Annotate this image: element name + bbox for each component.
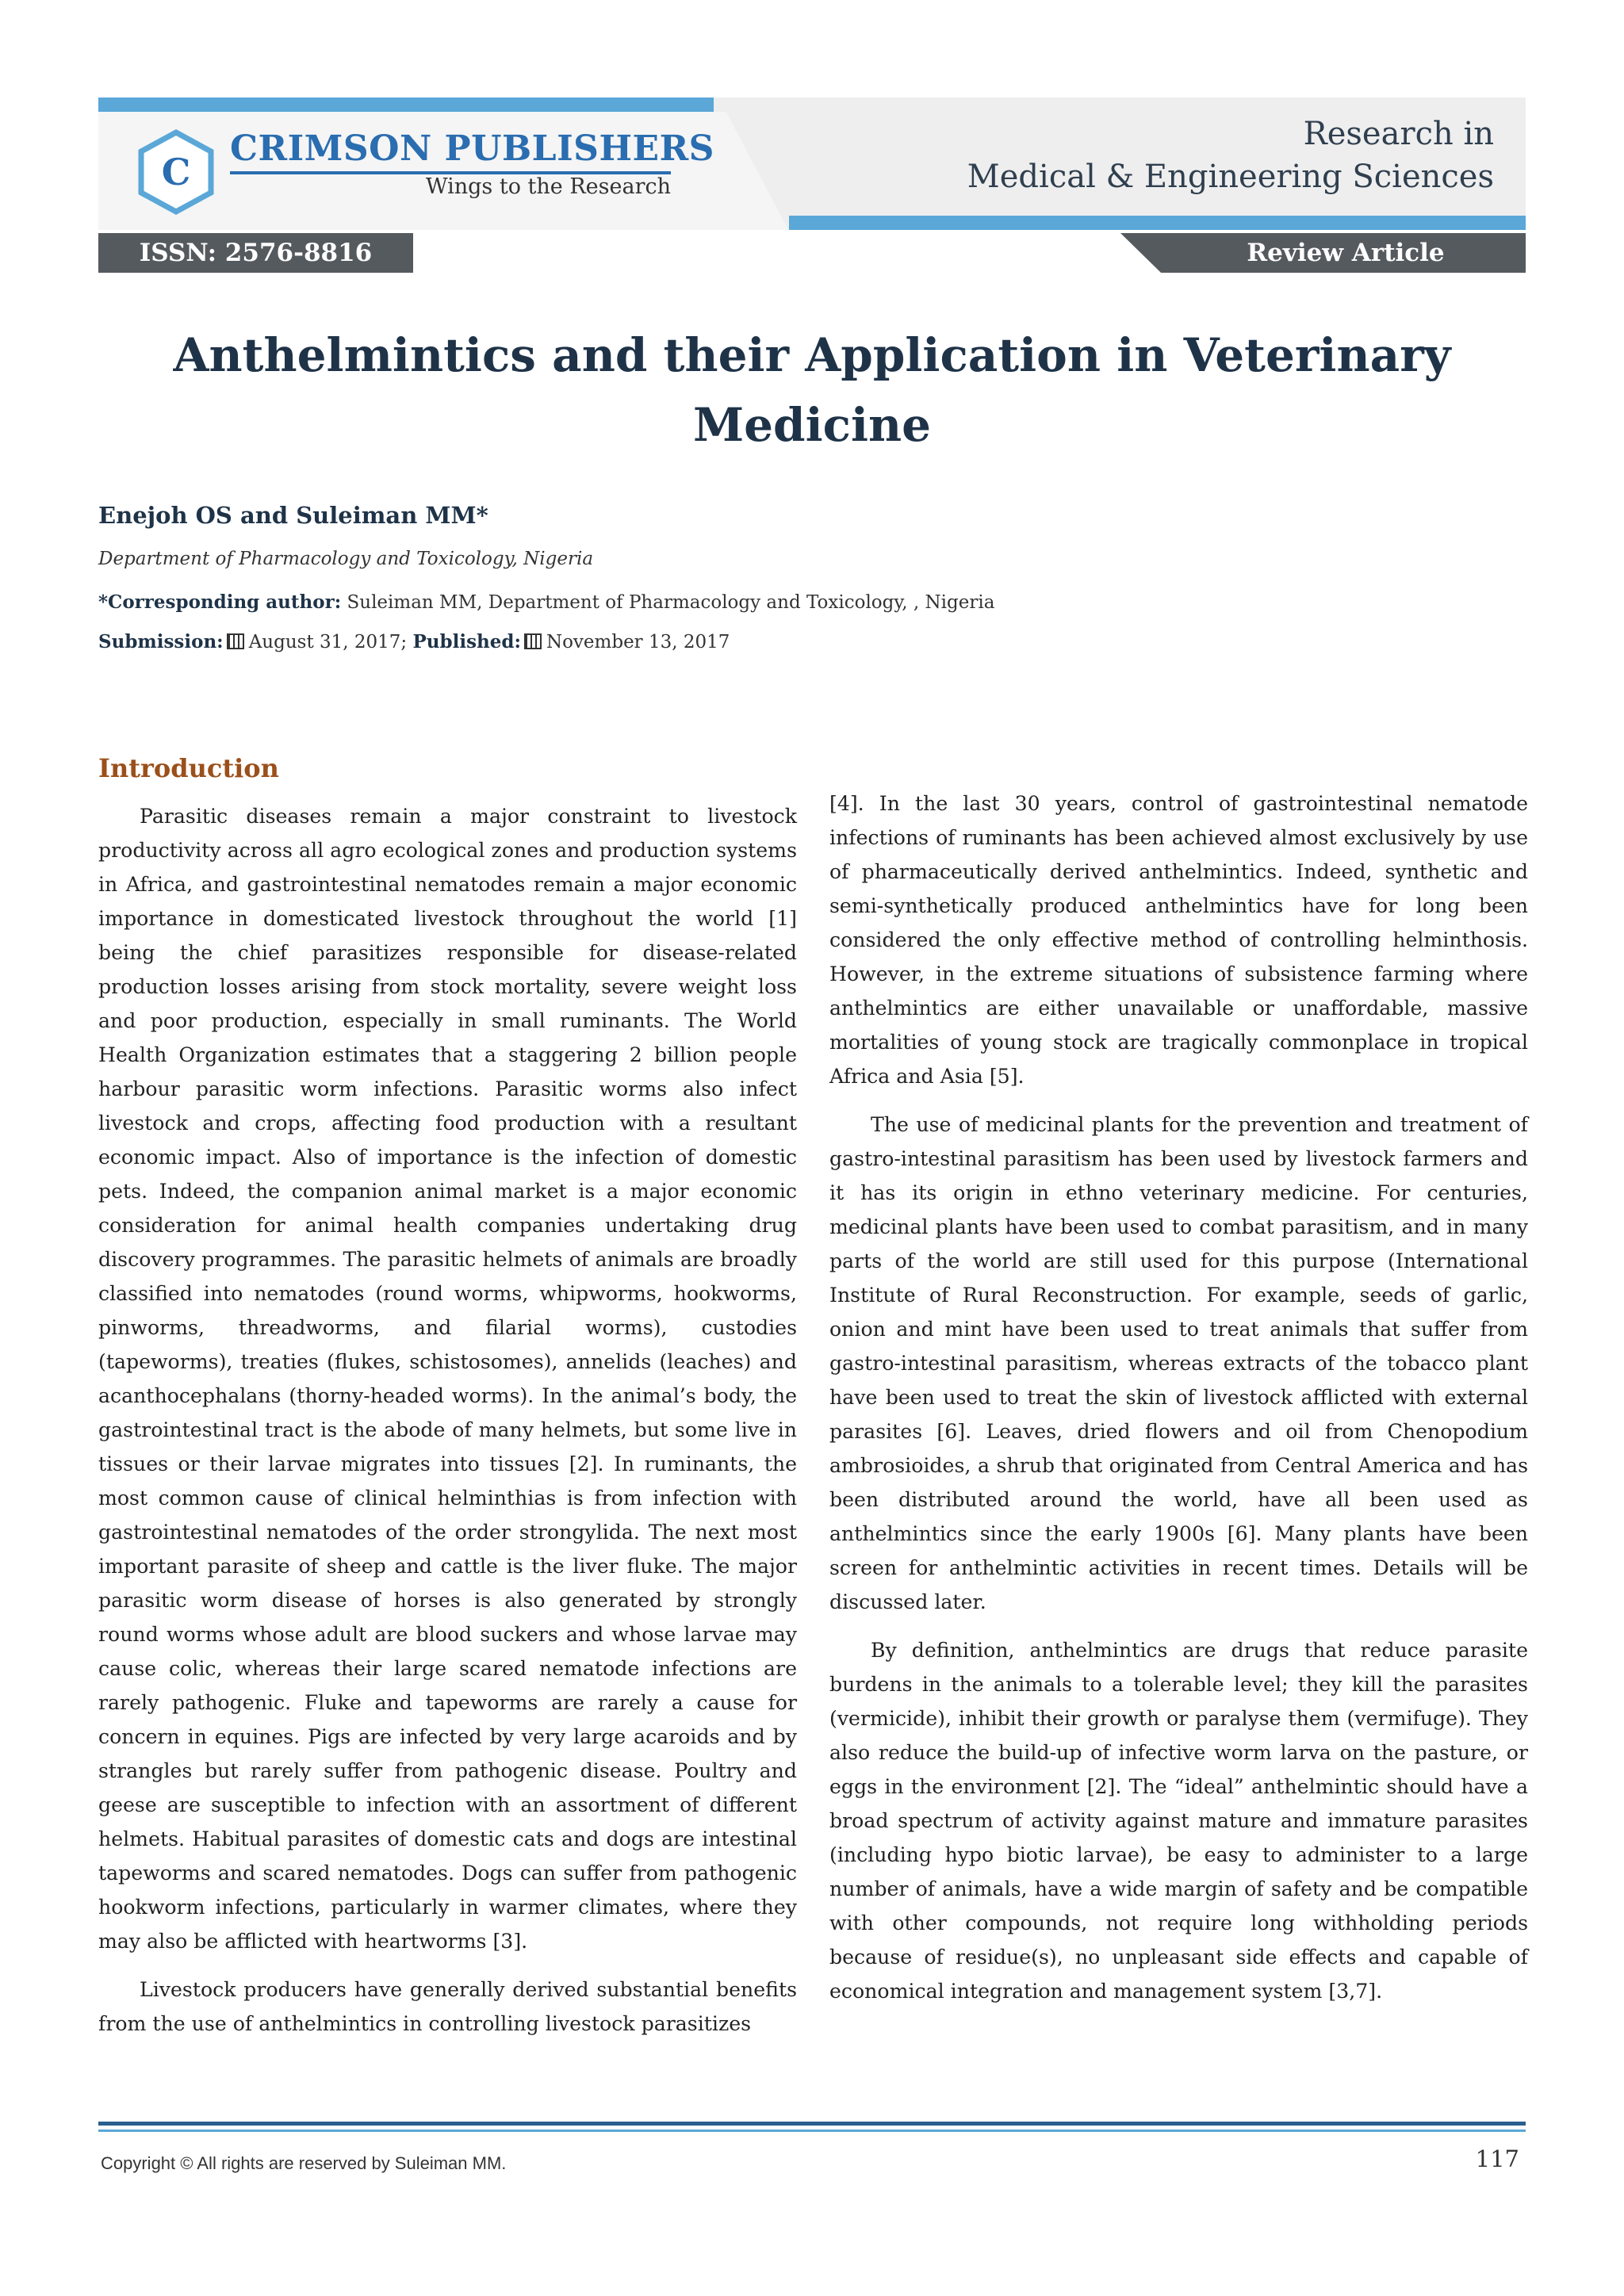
corresponding-author-label: *Corresponding author: <box>98 591 342 613</box>
calendar-icon <box>524 633 542 649</box>
published-label: Published: <box>412 631 521 652</box>
header-accent-line <box>98 98 714 112</box>
publisher-tagline: Wings to the Research <box>425 174 671 199</box>
submission-label: Submission: <box>98 631 224 652</box>
right-column <box>829 786 1528 2008</box>
author-list: Enejoh OS and Suleiman MM* <box>98 502 488 529</box>
submission-date: August 31, 2017; <box>248 632 408 652</box>
paragraph: [4]. In the last 30 years, control of gastrointestinal nematode infections of ruminants has been achieved almost exclusively by use of pharmaceutically derived anthelmintics. Indeed, synthetic and semi-synthetically produced anthelmintics have for long been considered the only effective method of controlling helminthosis. However, in the extreme situations of subsistence farming where anthelmintics are either unavailable or unaffordable, massive mortalities of young stock are tragically commonplace in tropical Africa and Asia [5]. <box>829 792 1528 1088</box>
corresponding-author-text: Suleiman MM, Department of Pharmacology and Toxicology, , Nigeria <box>347 592 995 613</box>
journal-title-line1: Research in <box>1303 116 1494 152</box>
header-accent-bar <box>789 216 1526 230</box>
paragraph: Livestock producers have generally derived substantial benefits from the use of anthelmintics in controlling livestock parasitizes <box>98 1978 797 2035</box>
paragraph: The use of medicinal plants for the prevention and treatment of gastro-intestinal parasitism has been used by livestock farmers and it has its origin in ethno veterinary medicine. For centuries, medicinal plants have been used to combat parasitism, and in many parts of the world are still used for this purpose (International Institute of Rural Reconstruction. For example, seeds of garlic, onion and mint have been used to treat animals that suffer from gastro-intestinal parasitism, whereas extracts of the tobacco plant have been used to treat the skin of livestock afflicted with external parasites [6]. Leaves, dried flowers and oil from Chenopodium ambrosioides, a shrub that originated from Central America and has been distributed around the world, have all been used as anthelmintics since the early 1900s [6]. Many plants have been screen for anthelmintic activities in recent times. Details will be discussed later. <box>829 1113 1528 1613</box>
article-title <box>98 320 1526 460</box>
article-dates <box>98 631 730 652</box>
article-type-label: Review Article <box>1247 239 1445 267</box>
calendar-icon <box>227 633 244 649</box>
article-title-line1: Anthelmintics and their Application in Veterinary <box>173 328 1451 382</box>
footer-rule-accent <box>98 2130 1526 2132</box>
paragraph: By definition, anthelmintics are drugs that reduce parasite burdens in the animals to a tolerable level; they kill the parasites (vermicide), inhibit their growth or paralyse them (vermifuge). They also reduce the build-up of infective worm larva on the pasture, or eggs in the environment [2]. The “ideal” anthelmintic should have a broad spectrum of activity against mature and immature parasites (including hypo biotic larvae), be easy to administer to a large number of animals, have a wide margin of safety and be compatible with other compounds, not require long withholding periods because of residue(s), no unpleasant side effects and capable of economical integration and management system [3,7]. <box>829 1639 1528 2003</box>
page-number: 117 <box>1475 2145 1519 2172</box>
logo-letter: C <box>161 151 191 193</box>
affiliation: Department of Pharmacology and Toxicology, Nigeria <box>98 549 594 569</box>
issn-label: ISSN: 2576-8816 <box>139 239 373 267</box>
article-title-line2: Medicine <box>692 398 932 452</box>
left-column <box>98 799 797 2041</box>
journal-title-line2: Medical & Engineering Sciences <box>967 159 1494 195</box>
publisher-name: CRIMSON PUBLISHERS <box>230 128 714 169</box>
published-date: November 13, 2017 <box>546 632 730 652</box>
journal-title <box>967 113 1494 198</box>
corresponding-author <box>98 591 994 613</box>
section-heading-introduction: Introduction <box>98 753 279 783</box>
publisher-logo-icon <box>138 129 214 215</box>
footer-rule <box>98 2122 1526 2126</box>
paragraph: Parasitic diseases remain a major constraint to livestock productivity across all agro ecological zones and production systems in Africa, and gastrointestinal nematodes remain a major economic importance in domesticated livestock throughout the world [1] being the chief parasitizes responsible for disease-related production losses arising from stock mortality, severe weight loss and poor production, especially in small ruminants. The World Health Organization estimates that a staggering 2 billion people harbour parasitic worm infections. Parasitic worms also infect livestock and crops, affecting food production with a resultant economic impact. Also of importance is the infection of domestic pets. Indeed, the companion animal market is a major economic consideration for animal health companies undertaking drug discovery programmes. The parasitic helmets of animals are broadly classified into nematodes (round worms, whipworms, hookworms, pinworms, threadworms, and filarial worms), custodies (tapeworms), treaties (flukes, schistosomes), annelids (leaches) and acanthocephalans (thorny-headed worms). In the animal’s body, the gastrointestinal tract is the abode of many helmets, but some live in tissues or their larvae migrates into tissues [2]. In ruminants, the most common cause of clinical helminthias is from infection with gastrointestinal nematodes of the order strongylida. The next most important parasite of sheep and cattle is the liver fluke. The major parasitic worm disease of horses is also generated by strongly round worms whose adult are blood suckers and whose larvae may cause colic, whereas their large scared nematode infections are rarely pathogenic. Fluke and tapeworms are rarely a cause for concern in equines. Pigs are infected by very large acaroids and by strangles but rarely suffer from pathogenic disease. Poultry and geese are susceptible to infection with an assortment of different helmets. Habitual parasites of domestic cats and dogs are intestinal tapeworms and scared nematodes. Dogs can suffer from pathogenic hookworm infections, particularly in warmer climates, where they may also be afflicted with heartworms [3]. <box>98 805 797 1953</box>
copyright-notice: Copyright © All rights are reserved by Suleiman MM. <box>101 2153 507 2173</box>
